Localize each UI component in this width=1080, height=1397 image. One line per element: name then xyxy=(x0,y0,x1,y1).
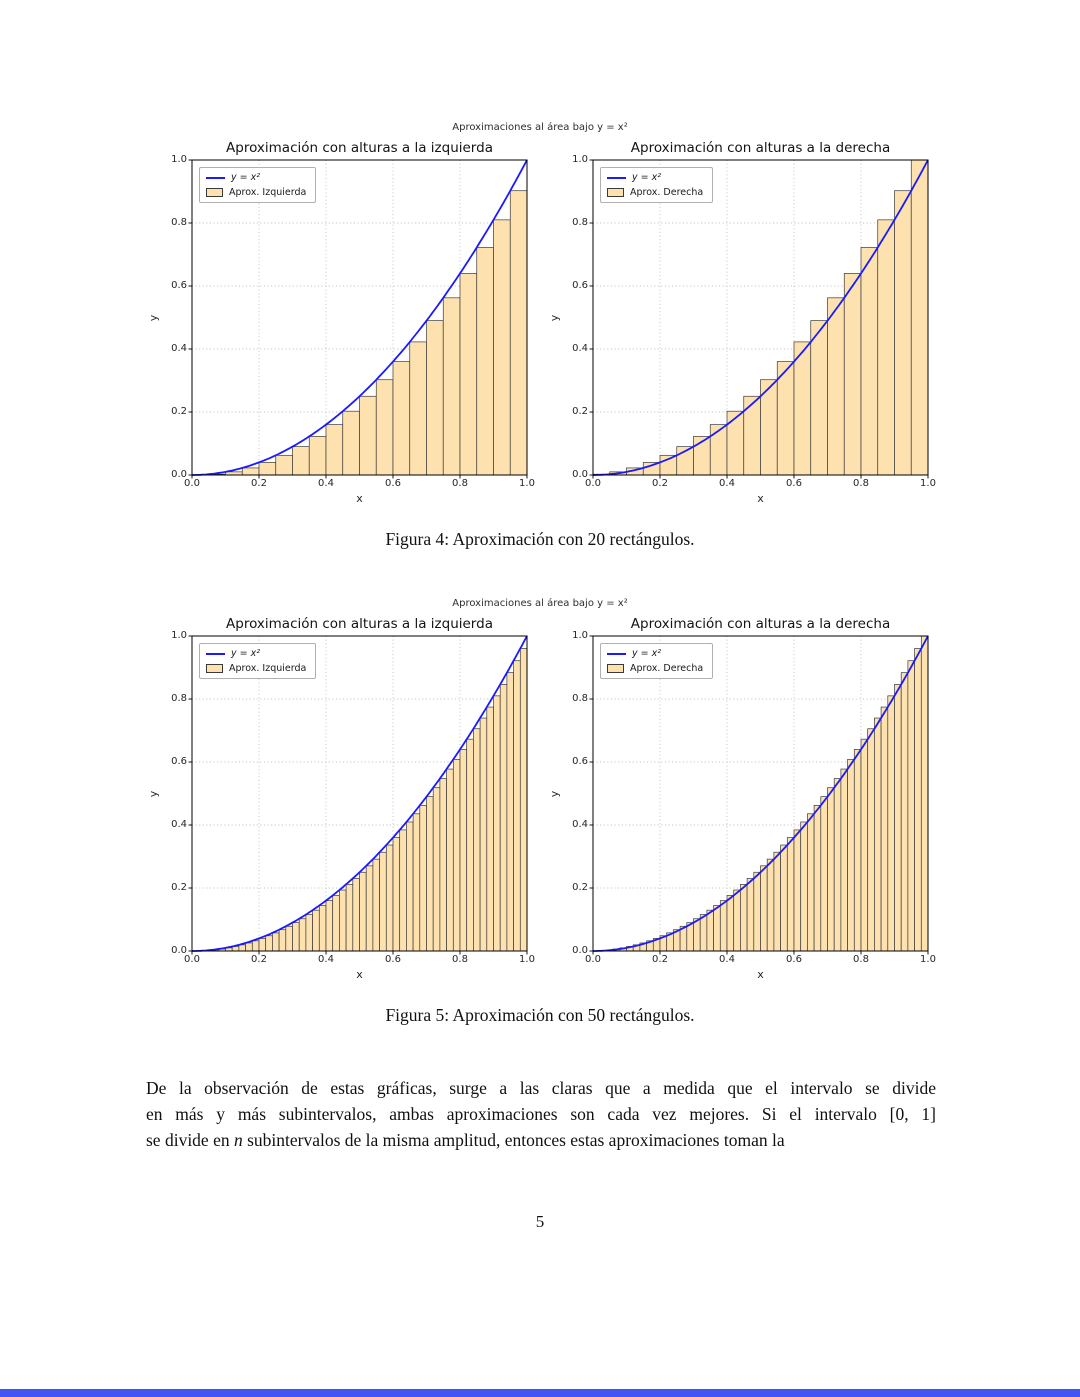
x-tick-labels xyxy=(184,475,535,491)
figure-suptitle: Aproximaciones al área bajo y = x² xyxy=(452,122,628,133)
riemann-bar xyxy=(811,321,828,475)
riemann-right-chart xyxy=(593,636,928,951)
y-tick-label: 0.8 xyxy=(572,693,588,704)
x-tick-label: 0.8 xyxy=(452,478,468,489)
y-tick-label: 1.0 xyxy=(572,630,588,641)
riemann-bar xyxy=(246,943,253,951)
x-axis-label-text: x xyxy=(757,968,764,981)
x-tick-label: 0.2 xyxy=(251,478,267,489)
y-tick-label: 0.8 xyxy=(171,217,187,228)
riemann-bar xyxy=(921,636,928,951)
riemann-bar xyxy=(473,729,480,951)
y-tick-label: 0.6 xyxy=(572,756,588,767)
riemann-bar xyxy=(343,411,360,475)
riemann-bar xyxy=(453,759,460,951)
bars-swatch xyxy=(206,188,223,197)
riemann-bar xyxy=(794,342,811,475)
riemann-bar xyxy=(727,411,744,475)
riemann-bar xyxy=(252,941,259,951)
riemann-bar xyxy=(834,779,841,951)
riemann-bar xyxy=(360,872,367,951)
body-text-segment: subintervalos de la misma amplitud, entonces estas aproximaciones toman la xyxy=(242,1130,785,1150)
legend xyxy=(600,643,713,679)
riemann-bar xyxy=(380,852,387,951)
x-tick-label: 0.8 xyxy=(853,954,869,965)
x-tick-labels xyxy=(585,475,936,491)
riemann-bar xyxy=(427,797,434,951)
riemann-bar xyxy=(443,298,460,475)
riemann-bar xyxy=(413,814,420,951)
riemann-bar xyxy=(510,191,527,475)
riemann-bar xyxy=(410,342,427,475)
riemann-bar xyxy=(814,805,821,951)
x-tick-label: 0.2 xyxy=(251,954,267,965)
riemann-bar xyxy=(707,910,714,951)
riemann-bar xyxy=(734,890,741,951)
y-tick-label: 0.4 xyxy=(572,819,588,830)
x-tick-label: 0.4 xyxy=(719,954,735,965)
riemann-bar xyxy=(299,919,306,951)
riemann-bar xyxy=(400,830,407,951)
riemann-bar xyxy=(694,919,701,951)
y-axis-label: y xyxy=(146,314,160,321)
riemann-bar xyxy=(460,749,467,951)
subplot-row xyxy=(146,140,936,505)
x-tick-label: 0.4 xyxy=(318,954,334,965)
bars-legend-label: Aprox. Izquierda xyxy=(229,663,307,674)
bars-legend-label: Aprox. Derecha xyxy=(630,187,704,198)
riemann-bar xyxy=(888,696,895,951)
y-tick-label: 0.6 xyxy=(171,280,187,291)
y-tick-label: 0.8 xyxy=(171,693,187,704)
riemann-bar xyxy=(895,684,902,951)
y-tick-label: 0.0 xyxy=(572,469,588,480)
x-tick-label: 0.8 xyxy=(452,954,468,965)
bars-swatch xyxy=(206,664,223,673)
y-tick-label: 0.2 xyxy=(572,882,588,893)
riemann-bar xyxy=(393,362,410,475)
legend xyxy=(199,643,316,679)
riemann-bar xyxy=(861,247,878,475)
legend-entry-curve xyxy=(607,172,703,183)
x-tick-label: 0.6 xyxy=(786,478,802,489)
curve-legend-label: y = x² xyxy=(231,648,261,659)
riemann-bar xyxy=(373,859,380,951)
riemann-bar xyxy=(326,425,343,475)
riemann-bar xyxy=(242,468,259,475)
y-tick-label: 0.2 xyxy=(171,882,187,893)
subplot-left-riemann-n50 xyxy=(146,616,535,981)
legend-entry-bars xyxy=(607,663,703,674)
riemann-bar xyxy=(276,455,293,475)
figure-suptitle: Aproximaciones al área bajo y = x² xyxy=(452,598,628,609)
riemann-bar xyxy=(447,769,454,951)
y-tick-labels xyxy=(153,154,187,480)
riemann-bar xyxy=(376,380,393,475)
riemann-bar xyxy=(346,884,353,951)
bars-swatch xyxy=(607,188,624,197)
x-axis-label xyxy=(593,968,928,981)
riemann-bar xyxy=(740,884,747,951)
riemann-bar xyxy=(861,739,868,951)
subplot-title: Aproximación con alturas a la derecha xyxy=(630,140,891,156)
subplot-left-riemann-n20 xyxy=(146,140,535,505)
subplot-right-riemann-n20 xyxy=(547,140,936,505)
riemann-bar xyxy=(841,769,848,951)
x-axis-label xyxy=(192,492,527,505)
riemann-bar xyxy=(406,822,413,951)
riemann-bar xyxy=(272,933,279,951)
y-tick-label: 0.6 xyxy=(572,280,588,291)
riemann-bar xyxy=(878,220,895,475)
body-paragraph xyxy=(146,1075,936,1153)
riemann-bar xyxy=(259,938,266,951)
riemann-bar xyxy=(794,830,801,951)
riemann-bar xyxy=(807,814,814,951)
riemann-bar xyxy=(494,696,501,951)
riemann-bar xyxy=(747,878,754,951)
y-axis xyxy=(547,154,593,480)
riemann-bar xyxy=(828,788,835,951)
x-tick-label: 0.0 xyxy=(585,478,601,489)
figure-5-caption: Figura 5: Aproximación con 50 rectángulos. xyxy=(385,1005,695,1025)
figure-4-caption: Figura 4: Aproximación con 20 rectángulos. xyxy=(385,529,695,549)
riemann-bar xyxy=(767,859,774,951)
riemann-bar xyxy=(643,462,660,475)
riemann-bar xyxy=(440,779,447,951)
riemann-bar xyxy=(801,822,808,951)
plot-area xyxy=(192,160,527,475)
riemann-bar xyxy=(844,273,861,475)
curve-swatch xyxy=(607,177,626,179)
x-tick-label: 1.0 xyxy=(519,954,535,965)
riemann-bar xyxy=(874,718,881,951)
riemann-bar xyxy=(366,866,373,951)
riemann-bar xyxy=(520,648,527,951)
y-tick-label: 0.0 xyxy=(171,945,187,956)
riemann-bar xyxy=(911,160,928,475)
plot-area xyxy=(192,636,527,951)
body-text-segment: se divide en xyxy=(146,1130,234,1150)
riemann-bar xyxy=(313,910,320,951)
riemann-bar xyxy=(420,805,427,951)
riemann-bar xyxy=(266,936,273,951)
riemann-bar xyxy=(309,436,326,475)
y-tick-label: 0.0 xyxy=(171,469,187,480)
x-tick-label: 0.6 xyxy=(786,954,802,965)
legend-entry-curve xyxy=(206,648,306,659)
riemann-right-chart xyxy=(593,160,928,475)
bars-swatch xyxy=(607,664,624,673)
riemann-bar xyxy=(286,926,293,951)
riemann-bar xyxy=(480,718,487,951)
riemann-bar xyxy=(487,707,494,951)
riemann-bar xyxy=(279,930,286,951)
y-axis-label: y xyxy=(547,314,561,321)
riemann-bar xyxy=(727,895,734,951)
riemann-bar xyxy=(494,220,511,475)
subplot-title: Aproximación con alturas a la izquierda xyxy=(226,140,493,156)
y-tick-label: 0.0 xyxy=(572,945,588,956)
legend-entry-curve xyxy=(206,172,306,183)
y-tick-labels xyxy=(153,630,187,956)
riemann-bar xyxy=(393,838,400,951)
figure-4 xyxy=(146,122,936,550)
legend-entry-bars xyxy=(206,663,306,674)
x-tick-labels xyxy=(585,951,936,967)
riemann-bar xyxy=(777,362,794,475)
x-tick-label: 0.6 xyxy=(385,478,401,489)
math-variable-n: n xyxy=(233,1130,243,1150)
curve-swatch xyxy=(607,653,626,655)
riemann-bar xyxy=(293,923,300,951)
riemann-bar xyxy=(333,895,340,951)
body-line xyxy=(146,1127,936,1153)
riemann-bar xyxy=(848,759,855,951)
x-tick-labels xyxy=(184,951,535,967)
riemann-bar xyxy=(259,462,276,475)
legend-entry-bars xyxy=(206,187,306,198)
subplot-title: Aproximación con alturas a la derecha xyxy=(630,616,891,632)
legend-entry-bars xyxy=(607,187,703,198)
riemann-bar xyxy=(319,906,326,951)
x-tick-label: 0.8 xyxy=(853,478,869,489)
x-tick-label: 1.0 xyxy=(519,478,535,489)
y-tick-labels xyxy=(554,630,588,956)
riemann-bar xyxy=(781,845,788,951)
y-tick-label: 0.4 xyxy=(171,343,187,354)
riemann-bar xyxy=(754,872,761,951)
riemann-bar xyxy=(881,707,888,951)
y-tick-label: 1.0 xyxy=(572,154,588,165)
y-tick-label: 0.2 xyxy=(171,406,187,417)
bars-legend-label: Aprox. Derecha xyxy=(630,663,704,674)
riemann-bar xyxy=(360,396,377,475)
y-tick-label: 1.0 xyxy=(171,630,187,641)
x-tick-label: 0.0 xyxy=(184,954,200,965)
plot-area xyxy=(593,160,928,475)
riemann-bar xyxy=(854,749,861,951)
x-axis-label xyxy=(593,492,928,505)
riemann-bar xyxy=(339,890,346,951)
y-tick-label: 0.4 xyxy=(171,819,187,830)
riemann-bar xyxy=(895,191,912,475)
riemann-bar xyxy=(514,661,521,951)
riemann-bar xyxy=(353,878,360,951)
riemann-bar xyxy=(477,247,494,475)
riemann-bar xyxy=(433,788,440,951)
curve-legend-label: y = x² xyxy=(632,648,662,659)
y-tick-label: 1.0 xyxy=(171,154,187,165)
riemann-bar xyxy=(821,797,828,951)
riemann-bar xyxy=(326,901,333,951)
y-axis xyxy=(146,630,192,956)
y-tick-label: 0.4 xyxy=(572,343,588,354)
x-axis-label-text: x xyxy=(356,492,363,505)
x-tick-label: 0.2 xyxy=(652,478,668,489)
y-axis xyxy=(146,154,192,480)
riemann-bar xyxy=(901,673,908,951)
y-axis xyxy=(547,630,593,956)
riemann-bar xyxy=(828,298,845,475)
riemann-bar xyxy=(467,739,474,951)
x-tick-label: 0.4 xyxy=(318,478,334,489)
x-tick-label: 0.6 xyxy=(385,954,401,965)
subplot-row xyxy=(146,616,936,981)
body-line: en más y más subintervalos, ambas aproximaciones son cada vez mejores. Si el intervalo [0, 1] xyxy=(146,1104,936,1124)
page-number: 5 xyxy=(535,1212,545,1231)
x-tick-label: 1.0 xyxy=(920,954,936,965)
riemann-left-chart xyxy=(192,160,527,475)
x-tick-label: 0.0 xyxy=(184,478,200,489)
bars-legend-label: Aprox. Izquierda xyxy=(229,187,307,198)
y-tick-labels xyxy=(554,154,588,480)
y-axis-label: y xyxy=(146,790,160,797)
x-tick-label: 0.4 xyxy=(719,478,735,489)
x-axis-label-text: x xyxy=(757,492,764,505)
riemann-bar xyxy=(774,852,781,951)
y-tick-label: 0.8 xyxy=(572,217,588,228)
riemann-bar xyxy=(761,866,768,951)
riemann-bar xyxy=(460,273,477,475)
x-tick-label: 0.0 xyxy=(585,954,601,965)
body-line: De la observación de estas gráficas, surge a las claras que a medida que el intervalo se divide xyxy=(146,1078,936,1098)
riemann-bar xyxy=(714,906,721,951)
riemann-bar xyxy=(915,648,922,951)
legend xyxy=(600,167,713,203)
curve-legend-label: y = x² xyxy=(231,172,261,183)
y-axis-label: y xyxy=(547,790,561,797)
riemann-bar xyxy=(700,915,707,951)
riemann-left-chart xyxy=(192,636,527,951)
subplot-title: Aproximación con alturas a la izquierda xyxy=(226,616,493,632)
y-tick-label: 0.6 xyxy=(171,756,187,767)
riemann-bar xyxy=(908,661,915,951)
riemann-bar xyxy=(787,838,794,951)
riemann-bar xyxy=(687,923,694,951)
x-axis-label-text: x xyxy=(356,968,363,981)
riemann-bar xyxy=(868,729,875,951)
riemann-bar xyxy=(306,915,313,951)
x-tick-label: 0.2 xyxy=(652,954,668,965)
plot-area xyxy=(593,636,928,951)
riemann-bar xyxy=(720,901,727,951)
subplot-right-riemann-n50 xyxy=(547,616,936,981)
curve-swatch xyxy=(206,653,225,655)
x-tick-label: 1.0 xyxy=(920,478,936,489)
curve-swatch xyxy=(206,177,225,179)
riemann-bar xyxy=(293,447,310,475)
figure-5 xyxy=(146,598,936,1026)
riemann-bar xyxy=(500,684,507,951)
riemann-bar xyxy=(427,321,444,475)
y-tick-label: 0.2 xyxy=(572,406,588,417)
riemann-bar xyxy=(507,673,514,951)
curve-legend-label: y = x² xyxy=(632,172,662,183)
riemann-bar xyxy=(710,425,727,475)
legend-entry-curve xyxy=(607,648,703,659)
riemann-bar xyxy=(386,845,393,951)
x-axis-label xyxy=(192,968,527,981)
legend xyxy=(199,167,316,203)
bottom-accent-bar xyxy=(0,1389,1080,1397)
